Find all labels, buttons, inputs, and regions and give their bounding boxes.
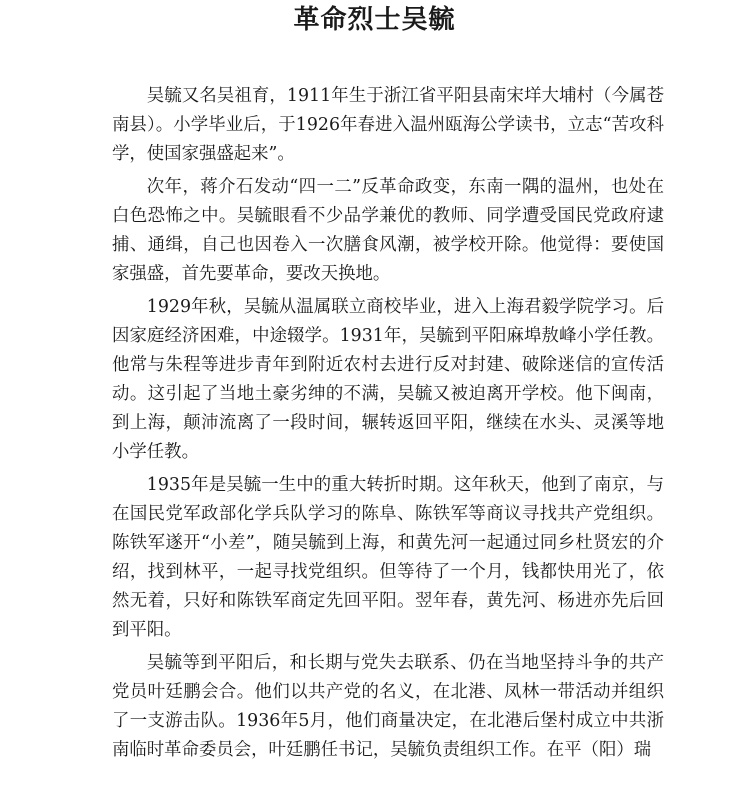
paragraph-2: 次年，蒋介石发动“四一二”反革命政变，东南一隅的温州，也处在白色恐怖之中。吴毓眼看不少品学兼优的教师、同学遭受国民党政府逮捕、通缉，自己也因卷入一次膳食风潮，被学校开除。他觉得：要使国家强盛，首先要革命，要改天换地。	[112, 177, 664, 284]
document-body	[112, 82, 664, 769]
page-title: 革命烈士吴毓	[293, 5, 456, 35]
paragraph-5: 吴毓等到平阳后，和长期与党失去联系、仍在当地坚持斗争的共产党员叶廷鹏会合。他们以共产党的名义，在北港、凤林一带活动并组织了一支游击队。1936年5月，他们商量决定，在北港后堡村成立中共浙南临时革命委员会，叶廷鹏任书记，吴毓负责组织工作。在平（阳）瑞	[112, 653, 664, 760]
paragraph-1: 吴毓又名吴祖育，1911年生于浙江省平阳县南宋垟大埔村（今属苍南县）。小学毕业后，于1926年春进入温州瓯海公学读书，立志“苦攻科学，使国家强盛起来”。	[112, 86, 664, 164]
paragraph-4: 1935年是吴毓一生中的重大转折时期。这年秋天，他到了南京，与在国民党军政部化学兵队学习的陈阜、陈铁军等商议寻找共产党组织。陈铁军遂开“小差”，随吴毓到上海，和黄先河一起通过同乡杜贤宏的介绍，找到林平，一起寻找党组织。但等待了一个月，钱都快用光了，依然无着，只好和陈铁军商定先回平阳。翌年春，黄先河、杨进亦先后回到平阳。	[112, 475, 664, 640]
paragraph-3: 1929年秋，吴毓从温属联立商校毕业，进入上海君毅学院学习。后因家庭经济困难，中途辍学。1931年，吴毓到平阳麻埠敖峰小学任教。他常与朱程等进步青年到附近农村去进行反对封建、破除迷信的宣传活动。这引起了当地土豪劣绅的不满，吴毓又被迫离开学校。他下闽南，到上海，颠沛流离了一段时间，辗转返回平阳，继续在水头、灵溪等地小学任教。	[112, 297, 664, 462]
